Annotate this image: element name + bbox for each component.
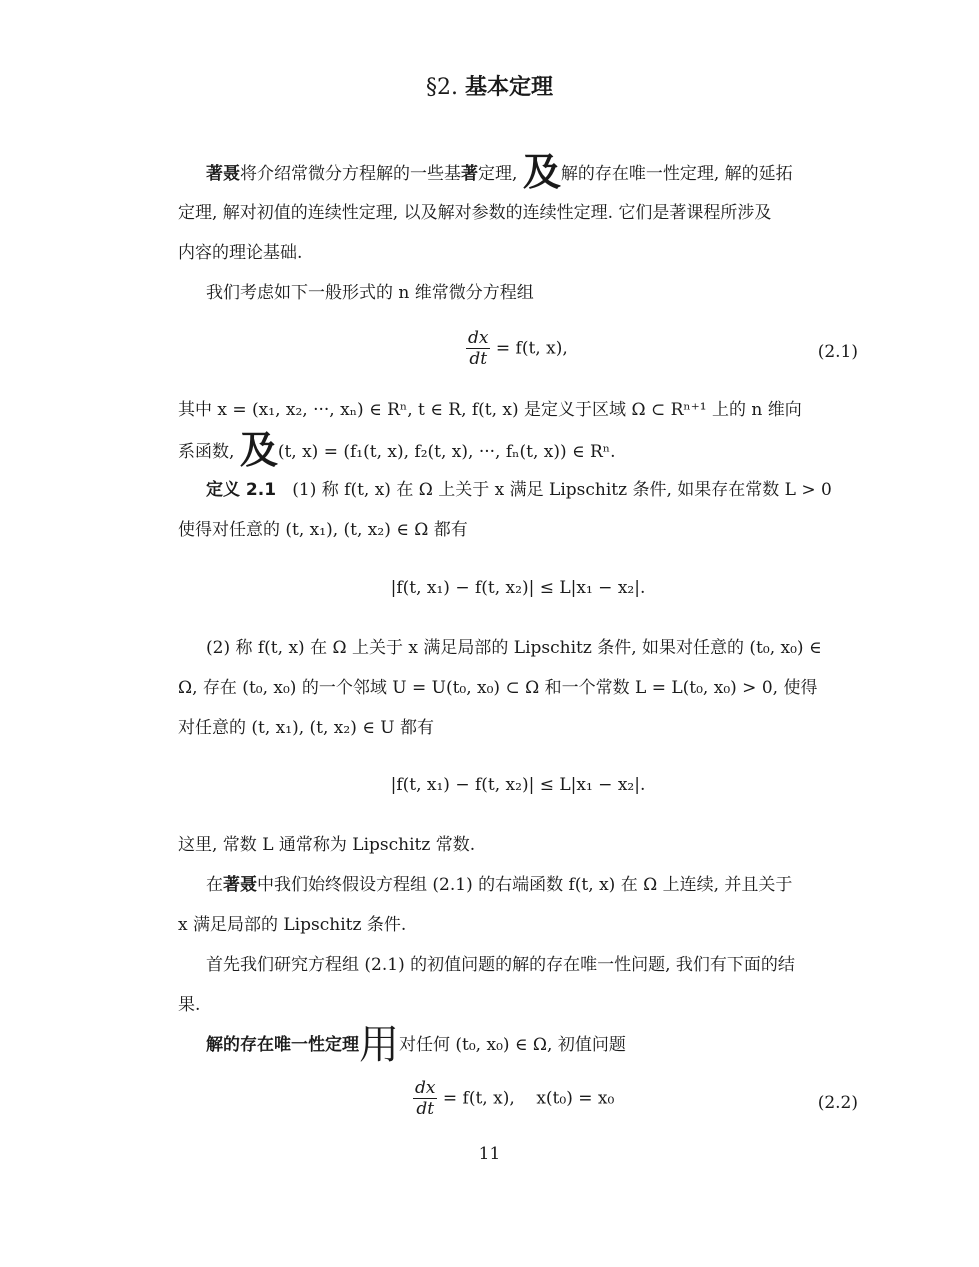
theorem-label: 解的存在唯一性定理 [206,1035,359,1055]
inequality-1: |f(t, x₁) − f(t, x₂)| ≤ L|x₁ − x₂|. [390,578,646,598]
paragraph-1-line-1: 著聂将介绍常微分方程解的一些基著定理, 及解的存在唯一性定理, 解的延拓 [206,150,793,194]
theorem-line: 解的存在唯一性定理用对任何 (t₀, x₀) ∈ Ω, 初值问题 [206,1022,626,1068]
section-title-text: 基本定理 [464,75,553,100]
paragraph-3-line-1: 其中 x = (x₁, x₂, ···, xₙ) ∈ Rⁿ, t ∈ R, f(t, x) 是定义于区域 Ω ⊂ Rⁿ⁺¹ 上的 n 维向 [178,400,802,420]
definition-2-line-1: (2) 称 f(t, x) 在 Ω 上关于 x 满足局部的 Lipschitz 条件, 如果对任意的 (t₀, x₀) ∈ [206,638,822,658]
equation-2-1: $\frac{dx}{dt}$ = f(t, x), [468,328,568,369]
derivative-fraction: $\frac{dx}{dt}$ [468,328,489,369]
definition-label: 定义 2.1 [206,480,277,500]
overprint-glyph: 及 [239,428,278,472]
equation-label-2-1: (2.1) [817,342,858,362]
section-title [0,72,979,104]
paragraph-3-line-2: 系函数, 及(t, x) = (f₁(t, x), f₂(t, x), ···, fₙ(t, x)) ∈ Rⁿ. [178,428,616,472]
overprint-glyph: 用 [359,1022,399,1068]
definition-2-line-2: Ω, 存在 (t₀, x₀) 的一个邻域 U = U(t₀, x₀) ⊂ Ω 和一个常数 L = L(t₀, x₀) > 0, 使得 [178,678,818,698]
paragraph-1-line-3: 内容的理论基础. [178,243,303,263]
derivative-fraction: $\frac{dx}{dt}$ [415,1078,436,1119]
section-number: §2. [425,75,458,100]
definition-line-1: 定义 2.1 (1) 称 f(t, x) 在 Ω 上关于 x 满足 Lipschitz 条件, 如果存在常数 L > 0 [206,480,832,500]
definition-2-line-3: 对任意的 (t, x₁), (t, x₂) ∈ U 都有 [178,718,434,738]
paragraph-5-line-1: 在著聂中我们始终假设方程组 (2.1) 的右端函数 f(t, x) 在 Ω 上连续, 并且关于 [206,875,793,895]
paragraph-4: 这里, 常数 L 通常称为 Lipschitz 常数. [178,835,476,855]
definition-line-2: 使得对任意的 (t, x₁), (t, x₂) ∈ Ω 都有 [178,520,468,540]
paragraph-2: 我们考虑如下一般形式的 n 维常微分方程组 [206,283,534,303]
paragraph-5-line-2: x 满足局部的 Lipschitz 条件. [178,915,407,935]
equation-2-2: $\frac{dx}{dt}$ = f(t, x), x(t₀) = x₀ [415,1078,615,1119]
paragraph-1-line-2: 定理, 解对初值的连续性定理, 以及解对参数的连续性定理. 它们是著课程所涉及 [178,203,772,223]
overprint-glyph: 及 [522,150,561,194]
paragraph-6-line-2: 果. [178,995,201,1015]
inequality-2: |f(t, x₁) − f(t, x₂)| ≤ L|x₁ − x₂|. [390,775,646,795]
equation-label-2-2: (2.2) [817,1093,858,1113]
paragraph-6-line-1: 首先我们研究方程组 (2.1) 的初值问题的解的存在唯一性问题, 我们有下面的结 [206,955,795,975]
page-number: 11 [478,1144,501,1164]
